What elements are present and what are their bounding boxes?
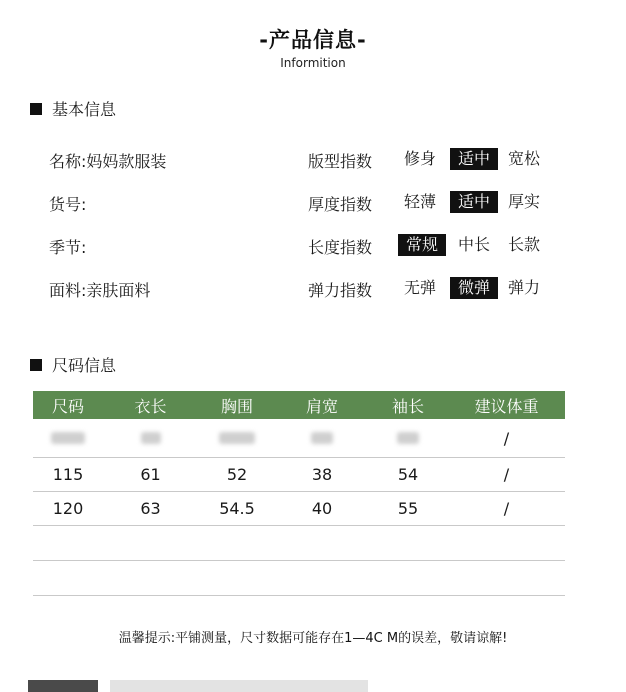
size-info-heading — [30, 353, 116, 376]
table-cell: 54.5 — [219, 499, 255, 518]
col-bust: 胸围 — [220, 396, 253, 416]
header — [0, 24, 626, 70]
table-cell: 120 — [52, 499, 84, 518]
stretch-option-stretch: 弹力 — [507, 278, 540, 297]
field-fabric-label: 面料: — [49, 281, 87, 300]
size-info-heading-text: 尺码信息 — [52, 356, 117, 375]
table-cell — [33, 429, 103, 448]
bottom-bar — [0, 680, 626, 692]
fit-option-regular-selected: 适中 — [450, 148, 498, 170]
table-cell — [276, 429, 368, 448]
table-cell — [368, 429, 448, 448]
table-row — [33, 458, 565, 492]
field-season — [49, 235, 86, 258]
table-cell: / — [503, 499, 510, 518]
col-sleeve: 袖长 — [391, 396, 424, 416]
length-option-mid: 中长 — [457, 235, 490, 254]
square-bullet-icon — [30, 359, 42, 371]
field-name-value: 妈妈款服装 — [86, 152, 167, 171]
table-row-blurred — [33, 419, 565, 458]
field-item-no-label: 货号: — [49, 195, 87, 214]
thickness-index-label: 厚度指数 — [308, 195, 373, 214]
measurement-tip: 温馨提示:平铺测量，尺寸数据可能存在1—4C M的误差，敬请谅解! — [118, 631, 508, 646]
col-length: 衣长 — [134, 396, 167, 416]
table-cell — [198, 429, 276, 448]
page-title: -产品信息- — [259, 28, 367, 52]
field-name — [49, 149, 166, 172]
table-row — [33, 492, 565, 526]
page-subtitle: Informition — [280, 56, 346, 70]
basic-info-heading-text: 基本信息 — [52, 100, 117, 119]
table-cell: 61 — [140, 465, 161, 484]
col-shoulder: 肩宽 — [305, 396, 338, 416]
table-cell: / — [503, 465, 510, 484]
col-weight: 建议体重 — [474, 396, 539, 416]
thickness-option-medium-selected: 适中 — [450, 191, 498, 213]
table-cell: 115 — [52, 465, 84, 484]
table-row-empty — [33, 561, 565, 596]
thickness-option-thick: 厚实 — [507, 192, 540, 211]
square-bullet-icon — [30, 103, 42, 115]
fit-index-label: 版型指数 — [308, 152, 373, 171]
size-table — [33, 391, 565, 596]
field-name-label: 名称: — [49, 152, 87, 171]
table-cell — [103, 429, 198, 448]
size-table-header — [33, 391, 565, 419]
table-cell: / — [503, 428, 510, 448]
bottom-bar-input[interactable] — [110, 680, 368, 692]
thickness-option-thin: 轻薄 — [403, 192, 436, 211]
field-season-label: 季节: — [49, 238, 87, 257]
length-option-regular-selected: 常规 — [398, 234, 446, 256]
table-cell: 55 — [397, 499, 419, 518]
table-cell: 52 — [226, 465, 248, 484]
field-item-no — [49, 192, 86, 215]
bottom-bar-button[interactable] — [28, 680, 98, 692]
stretch-option-slight-selected: 微弹 — [450, 277, 498, 299]
length-index-label: 长度指数 — [308, 238, 373, 257]
length-option-long: 长款 — [507, 235, 540, 254]
basic-info-heading — [30, 97, 116, 120]
field-fabric-value: 亲肤面料 — [86, 281, 151, 300]
stretch-option-none: 无弹 — [403, 278, 436, 297]
table-row-empty — [33, 526, 565, 561]
table-cell: 54 — [397, 465, 419, 484]
fit-option-loose: 宽松 — [507, 149, 540, 168]
table-cell: 63 — [140, 499, 161, 518]
table-cell: 40 — [311, 499, 333, 518]
stretch-index-label: 弹力指数 — [308, 281, 373, 300]
col-size: 尺码 — [51, 396, 84, 416]
table-cell: 38 — [311, 465, 333, 484]
field-fabric — [49, 278, 150, 301]
fit-option-slim: 修身 — [403, 149, 436, 168]
